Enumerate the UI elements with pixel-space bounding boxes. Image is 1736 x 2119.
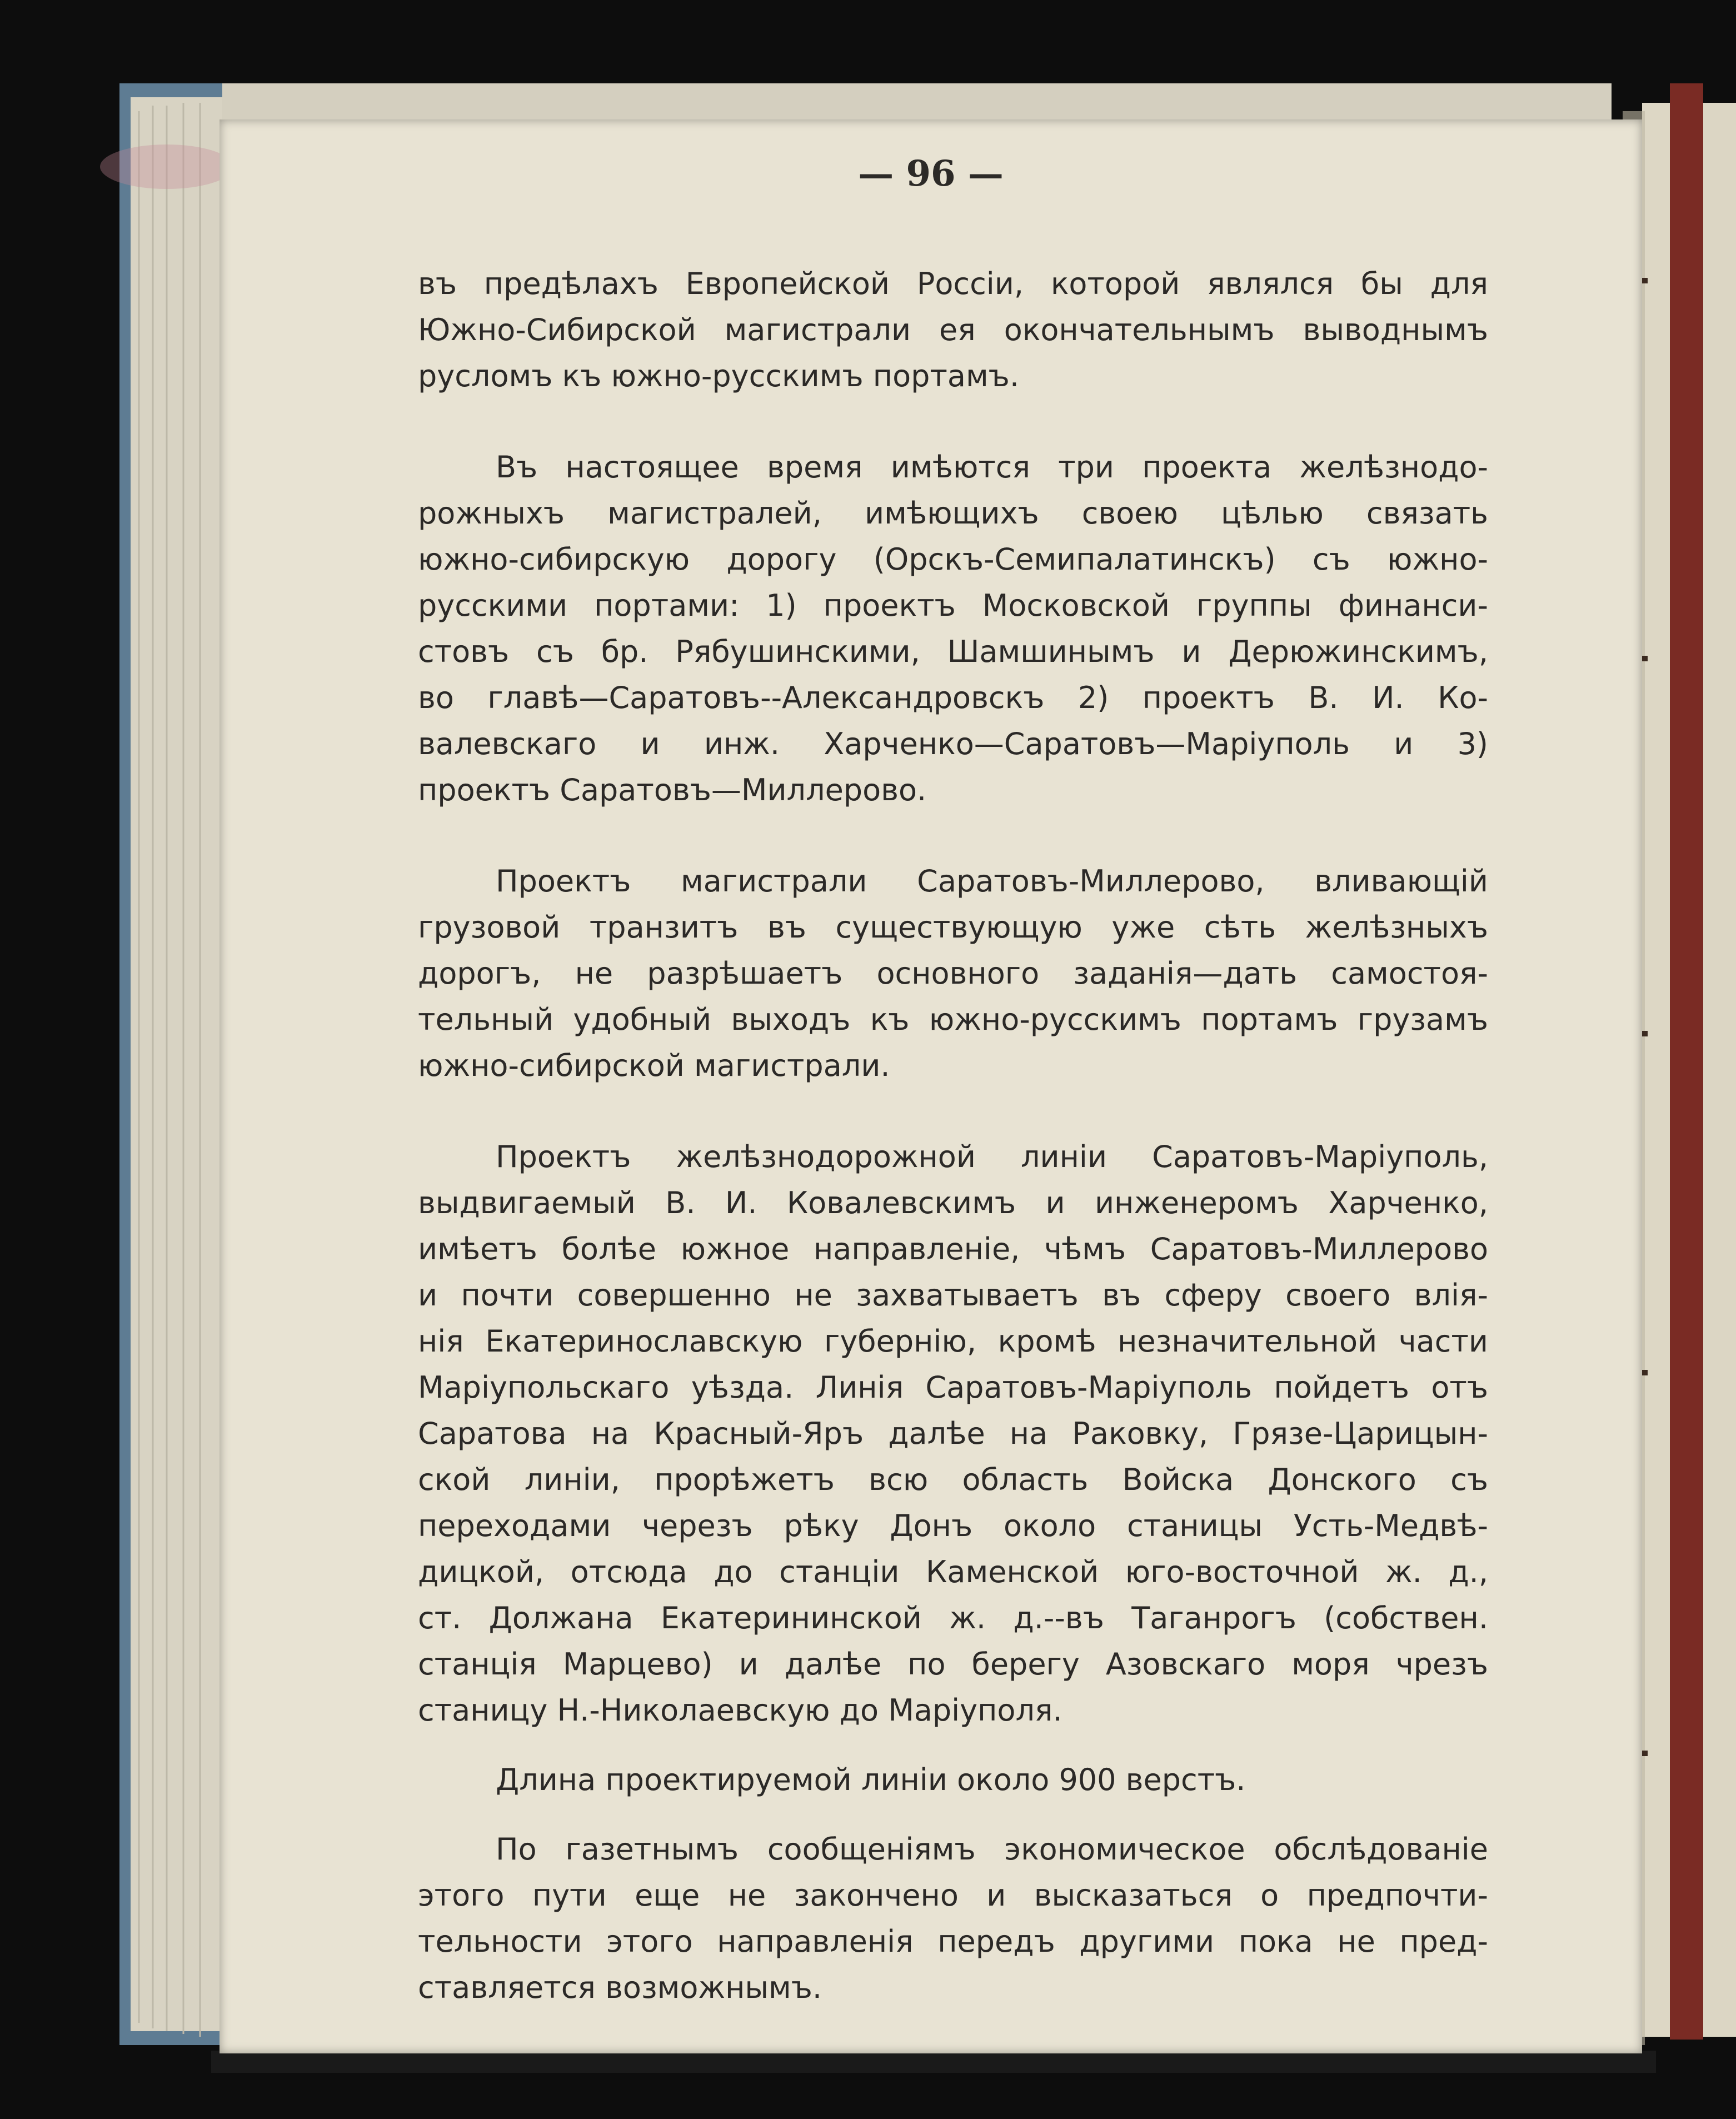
text-line: Саратова на Красный-Яръ далѣе на Раковку, Грязе-Царицын- [418, 1416, 1488, 1451]
paragraph-3 [418, 858, 1488, 1089]
text-line: станицу Н.-Николаевскую до Маріуполя. [418, 1693, 1062, 1728]
text-line: Южно-Сибирской магистрали ея окончательнымъ выводнымъ [418, 312, 1488, 347]
text-line: русломъ къ южно-русскимъ портамъ. [418, 358, 1020, 393]
text-line: Маріупольскаго уѣзда. Линія Саратовъ-Маріуполь пойдетъ отъ [418, 1370, 1488, 1405]
text-line: въ предѣлахъ Европейской Россіи, которой являлся бы для [418, 266, 1488, 301]
paragraph-2 [418, 444, 1488, 813]
text-line: станція Марцево) и далѣе по берегу Азовскаго моря чрезъ [418, 1647, 1488, 1682]
text-line: Длина проектируемой линіи около 900 верстъ. [496, 1762, 1246, 1797]
paragraph-6 [418, 1826, 1488, 2011]
document-page [220, 119, 1642, 2053]
text-line: нія Екатеринославскую губернію, кромѣ незначительной части [418, 1324, 1488, 1359]
page-number: — 96 — [858, 153, 1004, 195]
paragraph-1 [418, 261, 1488, 399]
text-line: рожныхъ магистралей, имѣющихъ своею цѣлью связать [418, 496, 1488, 531]
text-line: этого пути еще не закончено и высказаться о предпочти- [418, 1878, 1488, 1913]
text-line: Проектъ магистрали Саратовъ-Миллерово, вливающій [496, 864, 1488, 899]
paragraph-4 [418, 1134, 1488, 1733]
text-line: переходами черезъ рѣку Донъ около станицы Усть-Медвѣ- [418, 1508, 1488, 1543]
text-line: дицкой, отсюда до станціи Каменской юго-восточной ж. д., [418, 1554, 1488, 1589]
text-line: южно-сибирскую дорогу (Орскъ-Семипалатинскъ) съ южно- [418, 542, 1488, 577]
body-text [418, 261, 1488, 2011]
text-line: и почти совершенно не захватываетъ въ сферу своего влія- [418, 1278, 1488, 1313]
text-line: По газетнымъ сообщеніямъ экономическое обслѣдованіе [496, 1832, 1488, 1867]
text-line: имѣетъ болѣе южное направленіе, чѣмъ Саратовъ-Миллерово [418, 1231, 1488, 1267]
text-line: стовъ съ бр. Рябушинскими, Шамшинымъ и Дерюжинскимъ, [418, 634, 1488, 669]
text-line: тельный удобный выходъ къ южно-русскимъ портамъ грузамъ [418, 1002, 1488, 1037]
text-line: Проектъ желѣзнодорожной линіи Саратовъ-Маріуполь, [496, 1139, 1488, 1174]
paragraph-5 [418, 1757, 1488, 1803]
text-line: южно-сибирской магистрали. [418, 1048, 890, 1083]
text-line: во главѣ—Саратовъ--Александровскъ 2) проектъ В. И. Ко- [418, 680, 1488, 715]
text-line: ской линіи, прорѣжетъ всю область Войска Донского съ [418, 1462, 1488, 1497]
text-line: тельности этого направленія передъ другими пока не пред- [418, 1924, 1488, 1959]
text-line: русскими портами: 1) проектъ Московской группы финанси- [418, 588, 1488, 623]
text-line: грузовой транзитъ въ существующую уже сѣть желѣзныхъ [418, 910, 1488, 945]
text-line: выдвигаемый В. И. Ковалевскимъ и инженеромъ Харченко, [418, 1185, 1488, 1220]
text-line: ставляется возможнымъ. [418, 1970, 822, 2005]
text-line: валевскаго и инж. Харченко—Саратовъ—Маріуполь и 3) [418, 726, 1488, 761]
text-line: Въ настоящее время имѣются три проекта желѣзнодо- [496, 450, 1488, 485]
text-line: дорогъ, не разрѣшаетъ основного заданія—дать самостоя- [418, 956, 1488, 991]
text-line: проектъ Саратовъ—Миллерово. [418, 772, 927, 807]
text-line: ст. Должана Екатерининской ж. д.--въ Таганрогъ (собствен. [418, 1601, 1488, 1636]
